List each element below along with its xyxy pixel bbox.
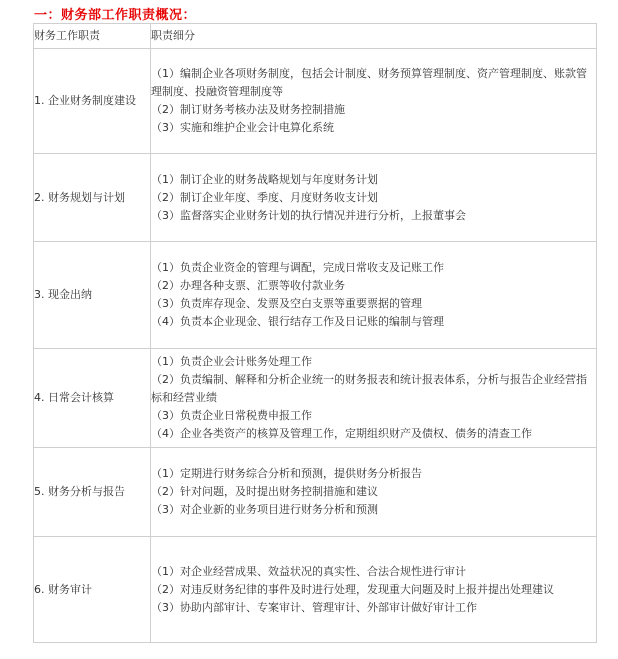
table-row [34,537,597,643]
table-row [34,154,597,242]
row-category: 5. 财务分析与报告 [34,448,151,537]
detail-item: （1）编制企业各项财务制度，包括会计制度、财务预算管理制度、资产管理制度、账款管理制度、投融资管理制度等 [151,67,587,98]
row-details [151,537,597,643]
detail-item: （3）负责库存现金、发票及空白支票等重要票据的管理 [151,297,422,310]
table-row [34,448,597,537]
duty-table [33,23,597,643]
detail-item: （4）负责本企业现金、银行结存工作及日记账的编制与管理 [151,315,444,328]
detail-item: （3）实施和维护企业会计电算化系统 [151,121,334,134]
row-details [151,242,597,349]
row-details [151,154,597,242]
detail-item: （3）协助内部审计、专案审计、管理审计、外部审计做好审计工作 [151,600,477,614]
row-category: 6. 财务审计 [34,537,151,643]
detail-item: （2）制订企业年度、季度、月度财务收支计划 [151,190,378,204]
detail-item: （1）定期进行财务综合分析和预测，提供财务分析报告 [151,467,422,480]
detail-item: （1）对企业经营成果、效益状况的真实性、合法合规性进行审计 [151,564,466,578]
header-duty: 财务工作职责 [34,24,151,49]
detail-item: （2）制订财务考核办法及财务控制措施 [151,103,345,116]
detail-item: （3）负责企业日常税费申报工作 [151,409,312,422]
row-category: 3. 现金出纳 [34,242,151,349]
row-details [151,349,597,448]
row-category: 4. 日常会计核算 [34,349,151,448]
table-row [34,242,597,349]
row-category: 2. 财务规划与计划 [34,154,151,242]
row-details [151,49,597,154]
detail-item: （2）针对问题，及时提出财务控制措施和建议 [151,485,378,498]
detail-item: （1）负责企业会计账务处理工作 [151,355,312,368]
table-row [34,49,597,154]
table-header-row [34,24,597,49]
detail-item: （3）监督落实企业财务计划的执行情况并进行分析，上报董事会 [151,208,466,222]
detail-item: （4）企业各类资产的核算及管理工作，定期组织财产及债权、债务的清查工作 [151,427,532,440]
row-details [151,448,597,537]
header-detail: 职责细分 [151,24,597,49]
detail-item: （2）负责编制、解释和分析企业统一的财务报表和统计报表体系，分析与报告企业经营指标和经营业绩 [151,373,587,404]
row-category: 1. 企业财务制度建设 [34,49,151,154]
table-row [34,349,597,448]
detail-item: （1）制订企业的财务战略规划与年度财务计划 [151,172,378,186]
detail-item: （2）对违反财务纪律的事件及时进行处理，发现重大问题及时上报并提出处理建议 [151,582,554,596]
detail-item: （1）负责企业资金的管理与调配，完成日常收支及记账工作 [151,261,444,274]
section-title: 一：财务部工作职责概况： [34,8,197,23]
detail-item: （3）对企业新的业务项目进行财务分析和预测 [151,503,378,516]
detail-item: （2）办理各种支票、汇票等收付款业务 [151,279,345,292]
